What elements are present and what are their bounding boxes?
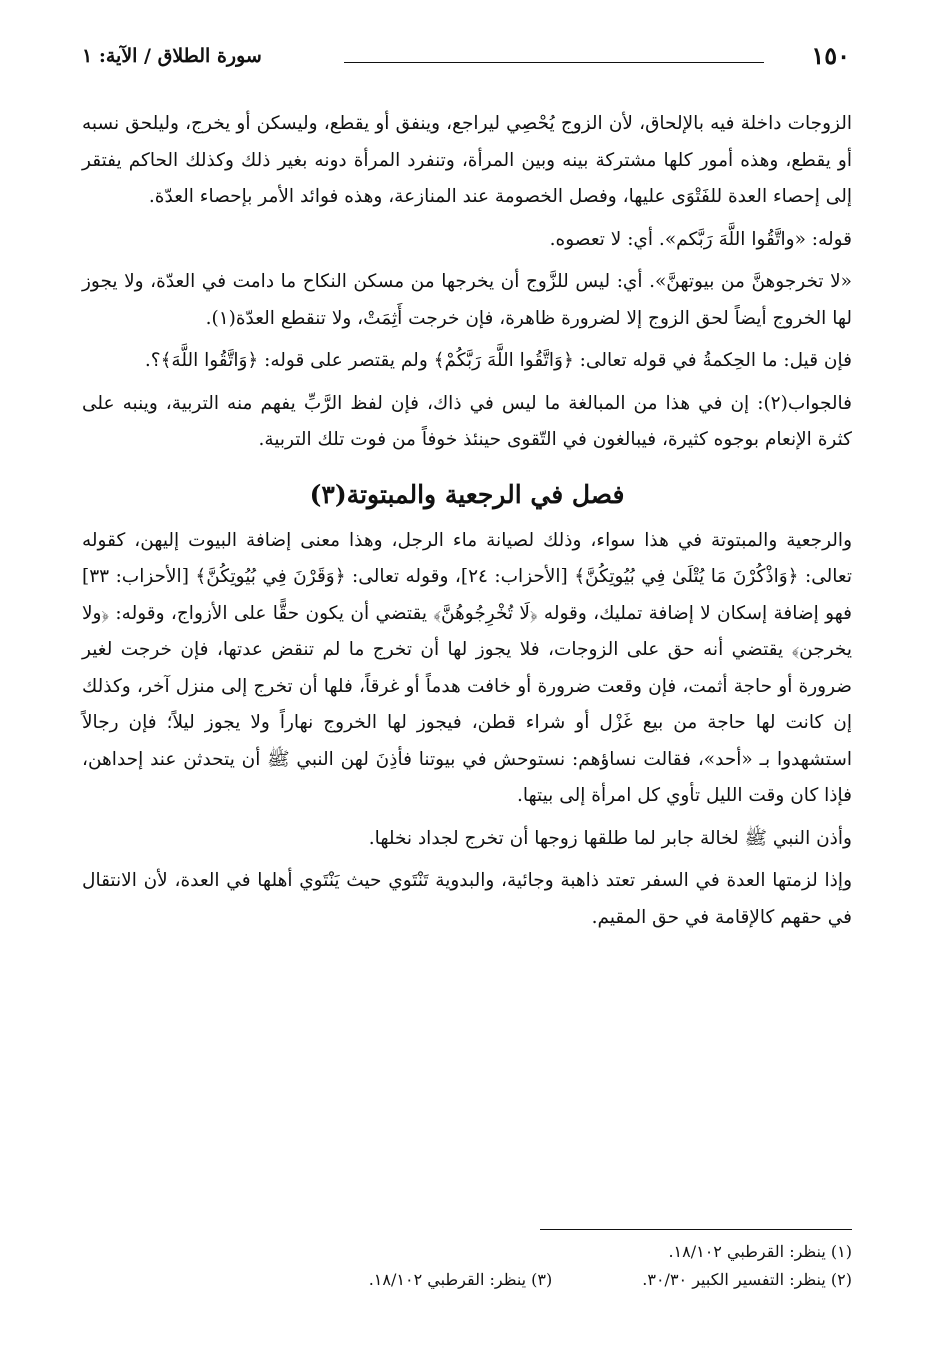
paragraph: والرجعية والمبتوتة في هذا سواء، وذلك لصيانة ماء الرجل، وهذا معنى إضافة البيوت إليهن، كقوله تعالى: ﴿وَاذْكُرْنَ مَا يُتْلَىٰ فِي بُيُوتِكُنَّ﴾ [الأحزاب: ٢٤]، وقوله تعالى: ﴿وَقَرْنَ فِي بُيُوتِكُنَّ﴾ [الأحزاب: ٣٣] فهو إضافة إسكان لا إضافة تمليك، وقوله ﴿لَا تُخْرِجُوهُنَّ﴾ يقتضي أن يكون حقًّا على الأزواج، وقوله: ﴿ولا يخرجن﴾ يقتضي أنه حق على الزوجات، فلا يجوز لها أن تخرج ما لم تنقض عدتها، فإن خرجت لغير ضرورة أو حاجة أثمت، فإن وقعت ضرورة أو خافت هدماً أو غرقاً، فلها أن تخرج إلى منزل آخر، وكذلك إن كانت لها حاجة من بيع غَزْل أو شراء قطن، فيجوز لها الخروج نهاراً ولا يجوز ليلاً؛ فإن رجالاً استشهدوا بـ «أحد»، فقالت نساؤهم: نستوحش في بيوتنا فأذِنَ لهن النبي ﷺ أن يتحدثن عند إحداهن، فإذا كان وقت الليل تأوي كل امرأة إلى بيتها. [82,529,852,806]
paragraph: الزوجات داخلة فيه بالإلحاق، لأن الزوج يُحْصِي ليراجع، وينفق أو يقطع، وليسكن أو يخرج، وليلحق نسبه أو يقطع، وهذه أمور كلها مشتركة بينه وبين المرأة، وتنفرد المرأة دونه بغير ذلك وكذلك الحاكم يفتقر إلى إحصاء العدة للفَتْوَى عليها، وفصل الخصومة عند المنازعة، وهذه فوائد الأمر بإحصاء العدّة. [82,113,852,207]
header-rule [344,62,764,63]
paragraph: فالجواب(٢): إن في هذا من المبالغة ما ليس في ذاك، فإن لفظ الرَّبِّ يفهم منه التربية، وينبه على كثرة الإنعام بوجوه كثيرة، فيبالغون في التّقوى حينئذ خوفاً من فوت تلك التربية. [82,392,852,450]
page-header [82,40,850,74]
footnote: (١) ينظر: القرطبي ١٨/١٠٢. [668,1242,852,1261]
page-body [82,106,852,936]
paragraph: «لا تخرجوهنَّ من بيوتهنَّ». أي: ليس للزَّوج أن يخرجها من مسكن النكاح ما دامت في العدّة، ولا يجوز لها الخروج أيضاً لحق الزوج إلا لضرورة ظاهرة، فإن خرجت أَثِمَتْ، ولا تنقطع العدّة(١). [82,271,852,329]
running-title: سورة الطلاق / الآية: ١ [82,45,262,67]
page-number: ١٥٠ [811,41,850,70]
footnote-row [82,1238,852,1266]
paragraph: فإن قيل: ما الحِكمةُ في قوله تعالى: ﴿وَاتَّقُوا اللَّهَ رَبَّكُمْ﴾ ولم يقتصر على قوله: ﴿وَاتَّقُوا اللَّهَ﴾؟. [144,350,852,371]
paragraph: وأذن النبي ﷺ لخالة جابر لما طلقها زوجها أن تخرج لجداد نخلها. [368,827,852,849]
footnote: (٢) ينظر: التفسير الكبير ٣٠/٣٠. [642,1270,852,1289]
footnote-rule [540,1229,852,1230]
paragraph: وإذا لزمتها العدة في السفر تعتد ذاهبة وجائية، والبدوية تَنْتَوي حيث يَنْتَوي أهلها في العدة، لأن الانتقال في حقهم كالإقامة في حق المقيم. [82,870,852,928]
footnote: (٣) ينظر: القرطبي ١٨/١٠٢. [368,1270,553,1289]
paragraph: قوله: «واتَّقُوا اللَّهَ رَبَّكم». أي: لا تعصوه. [549,228,852,250]
footnotes [82,1238,852,1294]
section-title: فصل في الرجعية والمبتوتة(٣) [309,479,625,509]
footnote-row [82,1266,852,1294]
